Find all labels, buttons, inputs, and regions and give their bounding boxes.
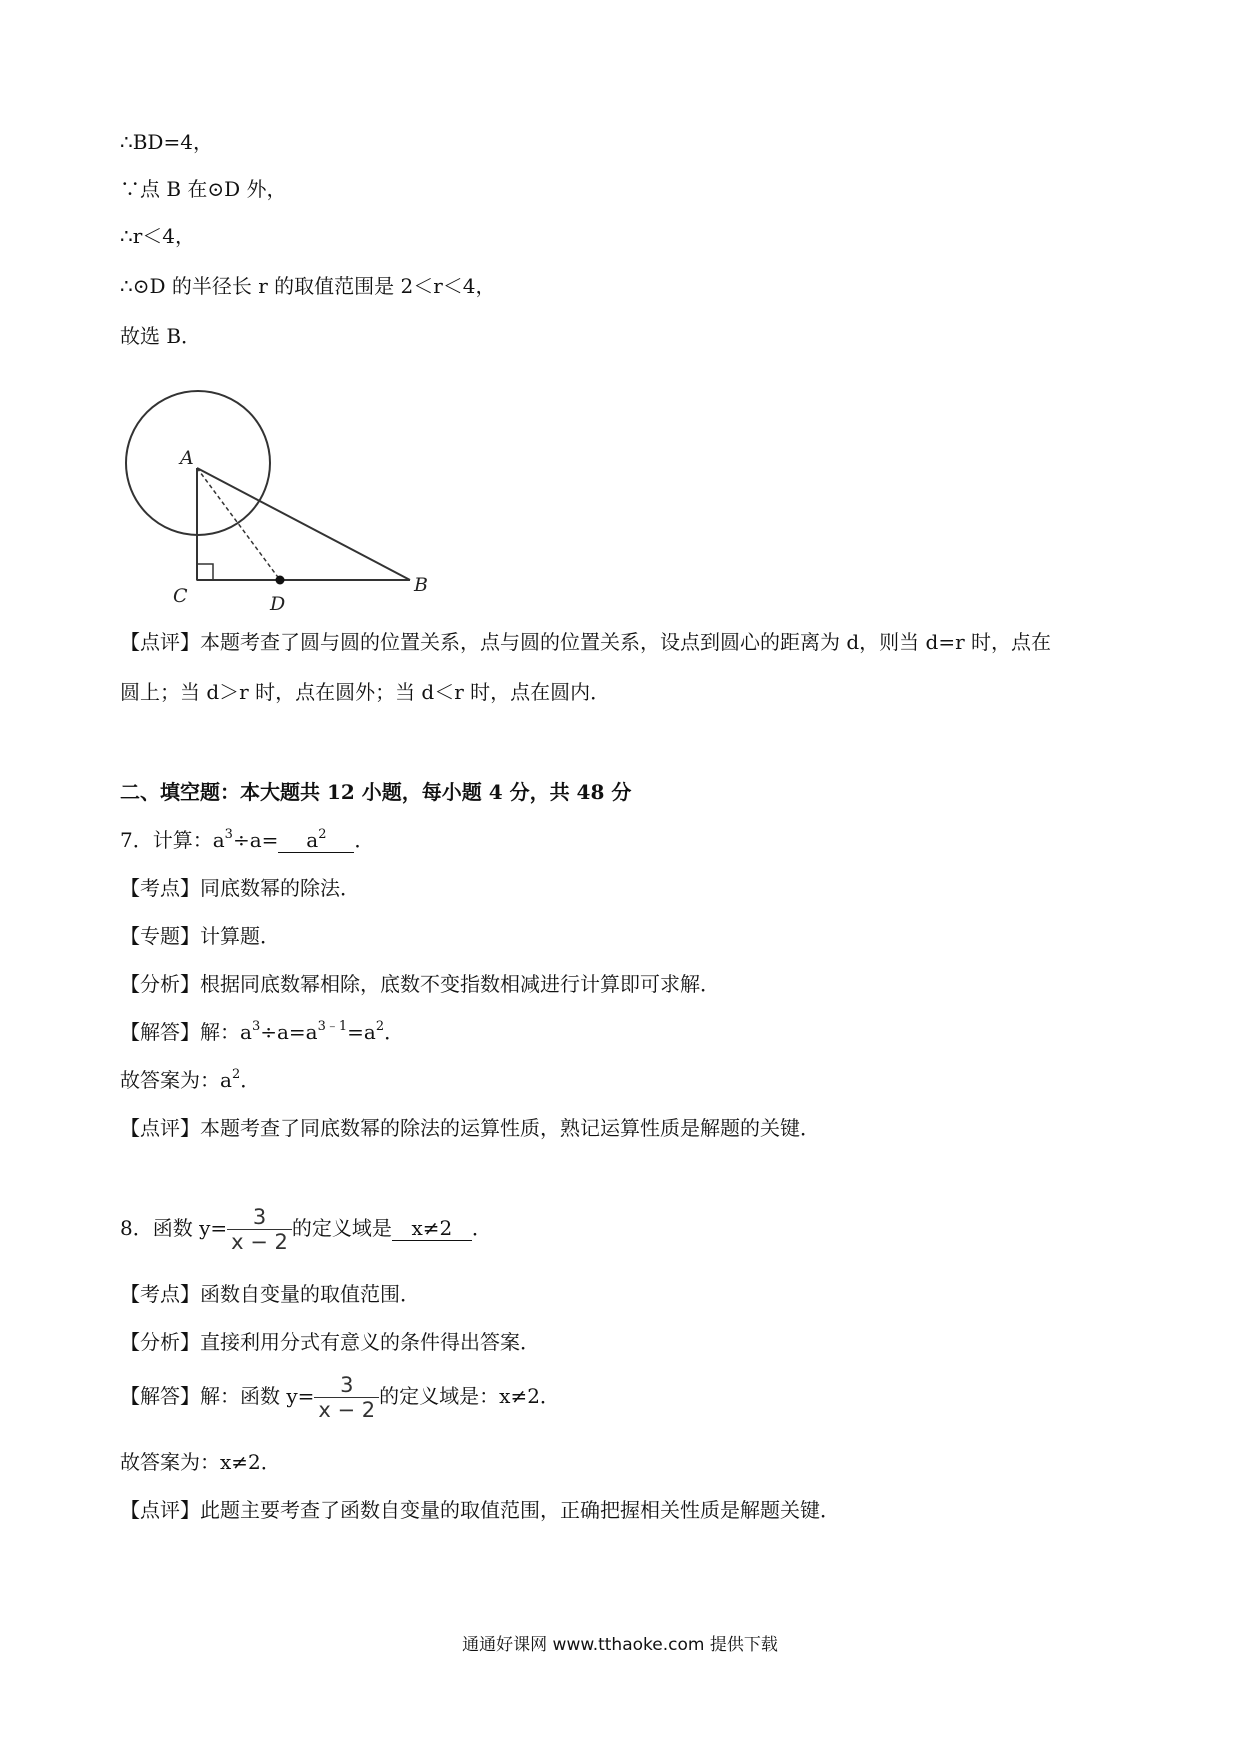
q7-answer-exp: 2 [318, 827, 327, 842]
segment-ab [197, 468, 410, 580]
proof-line-5: 故选 B． [120, 324, 202, 348]
q7-prefix: 7．计算：a [120, 828, 225, 852]
label-b: B [414, 574, 428, 596]
point-d [276, 576, 285, 585]
q8-jieda-prefix: 【解答】解：函数 y= [120, 1384, 315, 1408]
q7-question [120, 826, 374, 854]
q7-kaodian: 【考点】同底数幂的除法． [120, 876, 360, 900]
q8-answer: x≠2 [392, 1216, 472, 1241]
label-c: C [173, 585, 188, 607]
q7-suffix: ． [354, 828, 375, 852]
label-a: A [180, 447, 194, 469]
q8-kaodian: 【考点】函数自变量的取值范围． [120, 1282, 420, 1306]
label-d: D [270, 593, 286, 615]
q7-result-exp: 2 [231, 1067, 241, 1082]
q8-fenxi: 【分析】直接利用分式有意义的条件得出答案． [120, 1330, 540, 1354]
proof-line-4: ∴⊙D 的半径长 r 的取值范围是 2＜r＜4， [120, 274, 496, 298]
q7-exp1: 3 [224, 827, 233, 842]
q8-question [120, 1205, 492, 1254]
q7-jieda-mid2: =a [347, 1020, 376, 1044]
proof-line-2: ∵点 B 在⊙D 外， [120, 177, 287, 201]
q8-result: 故答案为：x≠2． [120, 1450, 281, 1474]
q8-jieda-denominator: x − 2 [314, 1397, 379, 1422]
q7-jieda [120, 1018, 404, 1046]
q7-mid: ÷a= [232, 828, 279, 852]
q7-dianping: 【点评】本题考查了同底数幂的除法的运算性质，熟记运算性质是解题的关键． [120, 1116, 820, 1140]
section-2-heading: 二、填空题：本大题共 12 小题，每小题 4 分，共 48 分 [120, 780, 632, 804]
q8-dianping: 【点评】此题主要考查了函数自变量的取值范围，正确把握相关性质是解题关键． [120, 1498, 840, 1522]
q8-denominator: x − 2 [227, 1229, 292, 1254]
q8-jieda-suffix: 的定义域是：x≠2． [379, 1384, 560, 1408]
q7-answer-base: a [306, 828, 319, 852]
q8-prefix: 8．函数 y= [120, 1216, 228, 1240]
q7-jieda-exp2: 3﹣1 [317, 1019, 348, 1034]
q8-jieda [120, 1373, 560, 1422]
q7-jieda-exp1: 3 [251, 1019, 261, 1034]
q7-jieda-suffix: ． [384, 1020, 405, 1044]
proof-line-1: ∴BD=4， [120, 130, 213, 154]
q8-numerator: 3 [252, 1205, 267, 1229]
q7-jieda-exp3: 2 [375, 1019, 385, 1034]
page-footer: 通通好课网 www.tthaoke.com 提供下载 [462, 1635, 778, 1655]
q8-suffix: ． [471, 1216, 492, 1240]
comment-6-line-1: 【点评】本题考查了圆与圆的位置关系，点与圆的位置关系，设点到圆心的距离为 d，则当 d=r 时，点在 [120, 630, 1051, 654]
comment-6-line-2: 圆上；当 d＞r 时，点在圆外；当 d＜r 时，点在圆内． [120, 680, 611, 704]
q7-jieda-mid1: ÷a=a [260, 1020, 318, 1044]
proof-line-3: ∴r＜4， [120, 224, 196, 248]
q7-answer [278, 828, 354, 853]
q8-jieda-fraction [314, 1373, 379, 1422]
q7-fenxi: 【分析】根据同底数幂相除，底数不变指数相减进行计算即可求解． [120, 972, 720, 996]
geometry-figure [110, 378, 440, 618]
q8-fraction [227, 1205, 292, 1254]
q7-result-prefix: 故答案为：a [120, 1068, 232, 1092]
q7-zhuanti: 【专题】计算题． [120, 924, 280, 948]
right-angle-mark [197, 564, 213, 580]
q8-mid: 的定义域是 [291, 1216, 392, 1240]
q7-jieda-prefix: 【解答】解：a [120, 1020, 252, 1044]
q7-result [120, 1066, 260, 1094]
q7-result-suffix: ． [240, 1068, 261, 1092]
q8-jieda-numerator: 3 [340, 1373, 354, 1397]
